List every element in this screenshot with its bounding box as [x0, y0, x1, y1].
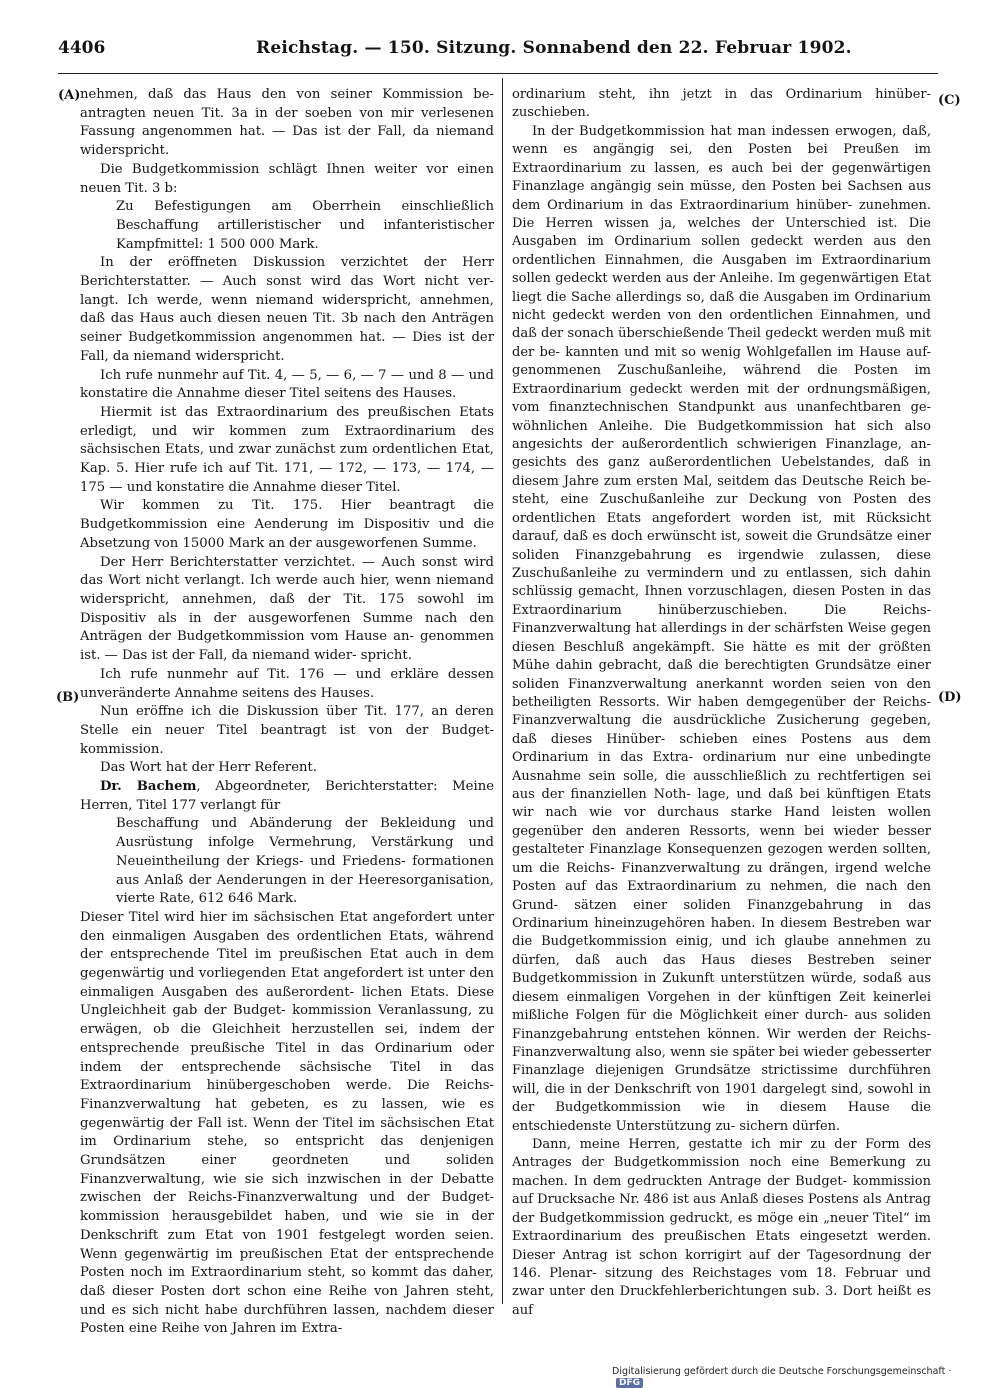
- paragraph: Dieser Titel wird hier im sächsischen Etat angefordert unter den einmaligen Ausgaben des ordentlichen Etats, während der entsprechende Titel im preußischen Etat auch in dem gegenwärtig und vorliegenden Etat angefordert ist unter den einmaligen Ausgaben des außerordent- lichen Etats. Diese Ungleichheit gab der Budget- kommission Veranlassung, zu erwägen, ob die Gleichheit herzustellen sei, indem der entsprechende preußische Titel in das Ordinarium oder indem der entsprechende sächsische Titel in das Extraordinarium hinübergeschoben werde. Die Reichs-Finanzverwaltung hat gebeten, es zu lassen, wie es gegenwärtig der Fall ist. Wenn der Titel im sächsischen Etat im Ordinarium stehe, so entspricht das denjenigen Grundsätzen einer geordneten und soliden Finanzverwaltung, wie sie sich inzwischen in der Debatte zwischen der Reichs-Finanzverwaltung und der Budget- kommission herausgebildet haben, und wie sie in der Denkschrift zum Etat von 1901 festgelegt worden seien. Wenn gegenwärtig im preußischen Etat der entsprechende Posten noch im Extraordinarium steht, so kommt das daher, daß dieser Posten dort schon eine Reihe von Jahren steht, und es sich nicht habe durchführen lassen, nachdem dieser Posten eine Reihe von Jahren im Extra-: [80, 909, 494, 1337]
- speaker-role: , Abgeordneter, Berichterstatter:: [196, 779, 453, 795]
- paragraph: Dann, meine Herren, gestatte ich mir zu der Form des Antrages der Budgetkommission noch eine Bemerkung zu machen. In dem gedruckten Antrage der Budget- kommission auf Drucksache Nr. 486 ist aus Anlaß dieses Postens als Antrag der Budgetkommission gedruckt, es möge ein „neuer Titel“ im Extraordinarium des preußischen Etats eingesetzt werden. Dieser Antrag ist schon korrigirt auf der Tagesordnung der 146. Plenar- sitzung des Reichstages vom 18. Februar und zwar unter den Druckfehlerberichtungen sub. 3. Dort heißt es auf: [512, 1137, 931, 1318]
- paragraph: Hiermit ist das Extraordinarium des preußischen Etats erledigt, und wir kommen zum Extraordinarium des sächsischen Etats, und zwar zunächst zum ordentlichen Etat, Kap. 5. Hier rufe ich auf Tit. 171, — 172, — 173, — 174, — 175 — und konstatire die Annahme dieser Titel.: [80, 404, 494, 495]
- column-divider: [502, 78, 503, 1304]
- speaker-paragraph: [80, 778, 494, 815]
- paragraph: Ich rufe nunmehr auf Tit. 176 — und erkläre dessen unveränderte Annahme seitens des Hauses.: [80, 666, 494, 701]
- paragraph: ordinarium steht, ihn jetzt in das Ordinarium hinüber- zuschieben.: [512, 87, 931, 121]
- page-number: 4406: [58, 38, 106, 58]
- margin-marker-b: (B): [56, 690, 80, 705]
- paragraph: Das Wort hat der Herr Referent.: [100, 760, 317, 776]
- margin-marker-a: (A): [58, 88, 81, 103]
- paragraph: Ich rufe nunmehr auf Tit. 4, — 5, — 6, — 7 — und 8 — und konstatire die Annahme dieser Titel seitens des Hauses.: [80, 367, 494, 402]
- paragraph: Wir kommen zu Tit. 175. Hier beantragt die Budgetkommission eine Aenderung im Dispositiv und die Absetzung von 15000 Mark an der ausgeworfenen Summe.: [80, 498, 494, 551]
- paragraph: Nun eröffne ich die Diskussion über Tit. 177, an deren Stelle ein neuer Titel beantragt ist von der Budget- kommission.: [80, 704, 494, 757]
- margin-marker-d: (D): [938, 690, 962, 705]
- paragraph: Der Herr Berichterstatter verzichtet. — Auch sonst wird das Wort nicht verlangt. Ich werde auch hier, wenn niemand widerspricht, annehmen, daß der Tit. 175 sowohl im Dispositiv als in der ausgeworfenen Summe nach den Anträgen der Budgetkommission vom Hause an- genommen ist. — Das ist der Fall, da niemand wider- spricht.: [80, 554, 494, 664]
- header-rule: [58, 73, 938, 74]
- quoted-item: Beschaffung und Abänderung der Bekleidung und Ausrüstung infolge Vermehrung, Verstärkung und Neueintheilung der Kriegs- und Friedens- formationen aus Anlaß der Aenderungen in der Heeresorganisation, vierte Rate, 612 646 Mark.: [116, 816, 494, 907]
- speaker-name: Dr. Bachem: [100, 779, 197, 795]
- margin-marker-c: (C): [938, 93, 961, 108]
- digitization-footer: [612, 1366, 972, 1388]
- running-title: Reichstag. — 150. Sitzung. Sonnabend den 22. Februar 1902.: [256, 38, 852, 58]
- dfg-logo: DFG: [616, 1378, 643, 1388]
- paragraph: Die Budgetkommission schlägt Ihnen weiter vor einen neuen Tit. 3 b:: [80, 161, 494, 196]
- quoted-item: Zu Befestigungen am Oberrhein einschließlich Beschaffung artilleristischer und infanteristischer Kampfmittel: 1 500 000 Mark.: [116, 199, 494, 252]
- page-header: [58, 38, 938, 68]
- paragraph: In der eröffneten Diskussion verzichtet der Herr Berichterstatter. — Auch sonst wird das Wort nicht ver- langt. Ich werde, wenn niemand widerspricht, annehmen, daß das Haus auch diesen neuen Tit. 3b nach den Anträgen seiner Budgetkommission angenommen hat. — Dies ist der Fall, da niemand widerspricht.: [80, 255, 494, 364]
- right-column: [512, 86, 931, 1320]
- paragraph: nehmen, daß das Haus den von seiner Kommission be- antragten neuen Tit. 3a in der soeben von mir verlesenen Fassung angenommen hat. — Das ist der Fall, da niemand widerspricht.: [80, 87, 494, 159]
- footer-text: Digitalisierung gefördert durch die Deutsche Forschungsgemeinschaft ·: [612, 1366, 952, 1377]
- left-column: [80, 86, 494, 1339]
- speech-text: Meine Herren, Titel 177 verlangt für: [80, 779, 494, 813]
- paragraph: In der Budgetkommission hat man indessen erwogen, daß, wenn es angängig sei, den Posten bei Preußen im Extraordinarium zu lassen, es auch bei der gegenwärtigen Finanzlage angängig sein müsse, den Posten bei Sachsen aus dem Ordinarium in das Extraordinarium hinüber- zunehmen. Die Herren wissen ja, welches der Unterschied ist. Die Ausgaben im Ordinarium sollen gedeckt werden aus den ordentlichen Einnahmen, die Ausgaben im Extraordinarium sollen gedeckt werden aus der Anleihe. Im gegenwärtigen Etat liegt die Sache allerdings so, daß die Ausgaben im Ordinarium nicht gedeckt werden von den ordentlichen Einnahmen, und daß der sonach überschießende Theil gedeckt werden muß mit der be- kannten und mit so wenig Wohlgefallen im Hause auf- genommenen Zuschußanleihe, während die Posten im Extraordinarium gedeckt werden mit der ordnungsmäßigen, vom finanztechnischen Standpunkt aus unanfechtbaren ge- wöhnlichen Anleihe. Die Budgetkommission hat sich also angesichts der außerordentlich schwierigen Finanzlage, an- gesichts des ganz außerordentlichen Uebelstandes, daß in diesem Jahre zum ersten Mal, seitdem das Deutsche Reich be- steht, eine Zuschußanleihe zur Deckung von Posten des ordentlichen Etats angefordert worden ist, mit Rücksicht darauf, daß es doch erwünscht ist, soweit die Grundsätze einer soliden Finanzgebahrung es irgendwie zulassen, diese Zuschußanleihe zu vermindern und zu entlassen, sich dahin schlüssig gemacht, Ihnen vorzuschlagen, diesen Posten in das Extraordinarium hinüberzuschieben. Die Reichs- Finanzverwaltung hat allerdings in der schärfsten Weise gegen diesen Beschluß angekämpft. Sie hätte es mit der größten Mühe dahin gebracht, daß die berechtigten Grundsätze einer soliden Finanzverwaltung anerkannt worden seien von den betheiligten Ressorts. Wir haben demgegenüber der Reichs-Finanzverwaltung die ausdrückliche Zusicherung gegeben, daß dieses Hinüber- schieben eines Postens aus dem Ordinarium in das Extra- ordinarium nur eine unbedingte Ausnahme sein solle, die ausschließlich zu rechtfertigen sei aus der finanziellen Noth- lage, und daß bei künftigen Etats wir nach wie vor durchaus starke Hand leisten wollen gegenüber den anderen Ressorts, wenn bei wieder besser gestalteter Finanzlage Konsequenzen gezogen werden sollten, um die Reichs- Finanzverwaltung zu drängen, irgend welche Posten auf das Extraordinarium zu nehmen, die nach den Grund- sätzen einer soliden Finanzgebahrung in das Ordinarium hineinzugehören haben. In diesem Bestreben war die Budgetkommission einig, und ich glaube annehmen zu dürfen, daß auch das Haus dieses Bestreben seiner Budgetkommission in Zukunft unterstützen würde, sodaß aus diesem einmaligen Vorgehen in der künftigen Zeit keinerlei mißliche Folgen für die Möglichkeit einer durch- aus soliden Finanzgebahrung entstehen können. Wir werden der Reichs-Finanzverwaltung also, wenn sie später bei wieder gebesserter Finanzlage diejenigen Grundsätze strictissime durchführen will, die in der Denkschrift von 1901 dargelegt sind, sowohl in der Budgetkommission wie in diesem Hause die entschiedenste Unterstützung zu- sichern dürfen.: [512, 123, 931, 1134]
